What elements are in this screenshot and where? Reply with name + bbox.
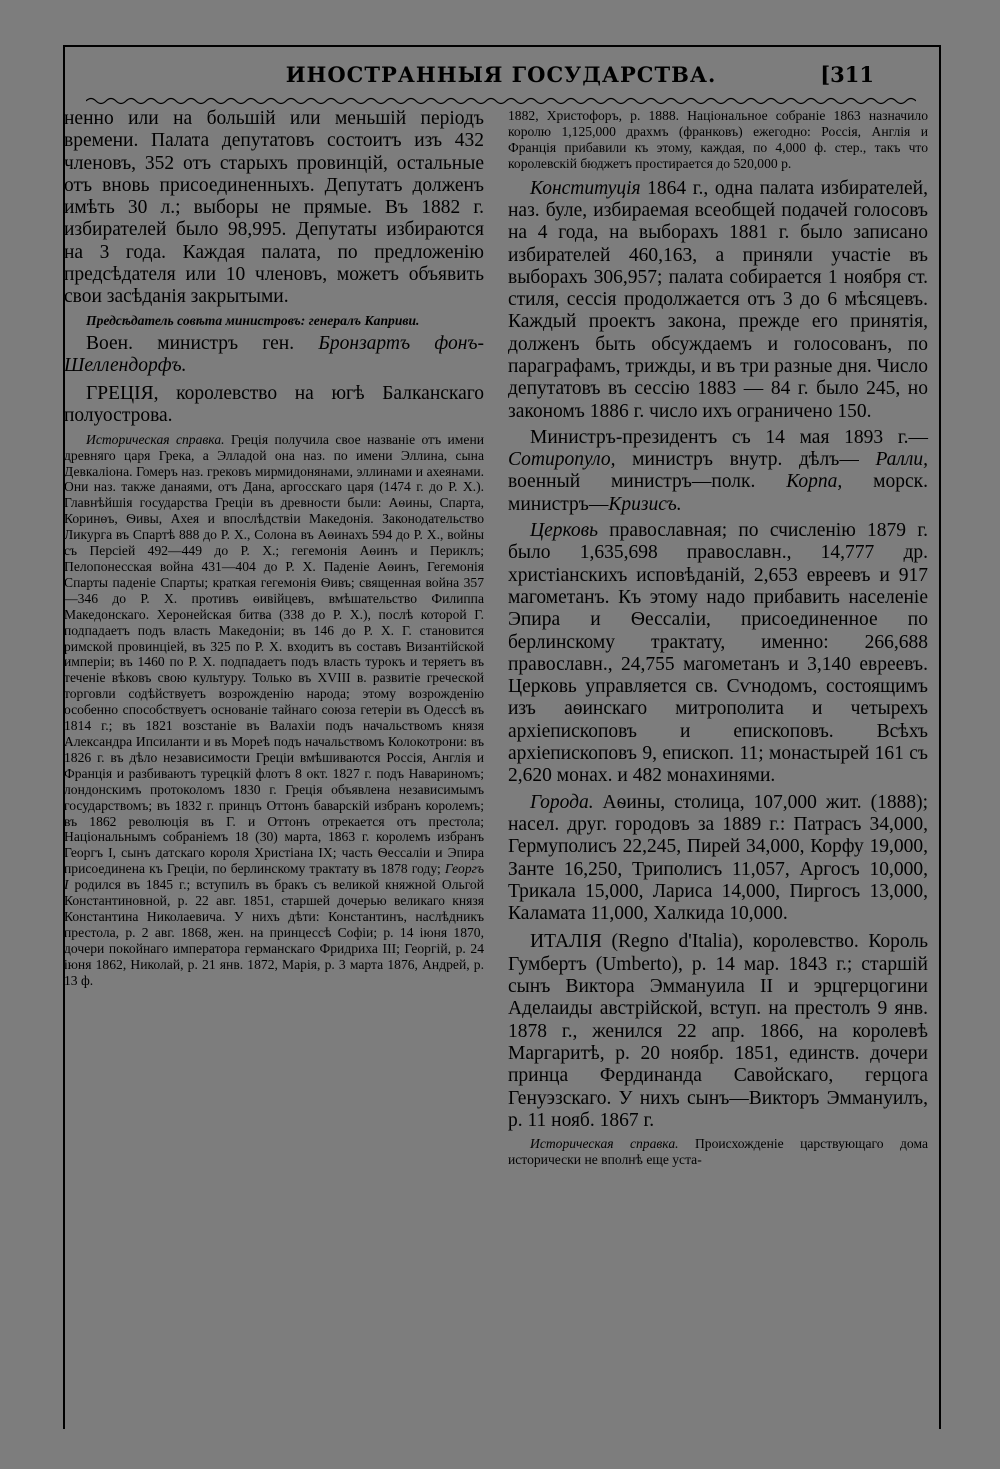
italy-history-paragraph	[508, 1136, 928, 1168]
greece-heading: ГРЕЦІЯ,	[86, 383, 159, 405]
greece-heading-paragraph	[64, 383, 484, 428]
greece-king-lead: Георгъ I	[64, 861, 484, 893]
war-minister-label: Воен. министръ ген.	[86, 332, 295, 354]
council-president-label: Предсѣдатель совѣта министровъ: генералъ Каприви.	[86, 312, 420, 328]
italy-history-lead: Историческая справка.	[530, 1136, 679, 1152]
running-header	[66, 62, 936, 92]
ministers-text-1: министръ внутр. дѣлъ—	[632, 449, 859, 471]
constitution-lead: Конституція	[530, 177, 641, 199]
greece-history-lead: Историческая справка.	[86, 431, 225, 447]
ministers-text-3: морск. министръ—	[508, 471, 928, 515]
cities-lead: Города.	[530, 791, 594, 813]
left-column	[64, 108, 484, 988]
italy-body: (Regno d'Italia), королевство. Король Гумбертъ (Umberto), р. 14 мар. 1843 г.; старшій сынъ Виктора Эммануила II и эрцгерцогини Аделаиды австрійской, вступ. на престолъ 9 янв. 1878 г., женился 22 апр. 1866, на королевѣ Маргаритѣ, р. 20 ноябр. 1851, единств. дочери принца Фердинанда Савойскаго, герцога Генуэзскаго. У нихъ сынъ—Викторъ Эммануилъ, р. 11 нояб. 1867 г.	[508, 931, 929, 1131]
church-lead: Церковь	[530, 520, 598, 542]
wavy-rule	[86, 96, 916, 106]
italy-paragraph	[508, 931, 928, 1132]
minister-name-2: Ралли,	[875, 449, 929, 471]
page-title: ИНОСТРАННЫЯ ГОСУДАРСТВА.	[285, 62, 717, 87]
minister-name-4: Кризисъ.	[608, 493, 682, 515]
italy-history-body: Происхожденіе царствующаго дома исторически не вполнѣ еще уста-	[508, 1136, 928, 1167]
war-minister-name: Бронзартъ фонъ-Шеллендорфъ.	[64, 332, 485, 376]
ministers-intro: Министръ-президентъ съ 14 мая 1893 г.—	[530, 426, 928, 448]
ministers-paragraph	[508, 427, 928, 516]
italy-heading: ИТАЛІЯ	[530, 931, 602, 953]
cities-body: Аѳины, столица, 107,000 жит. (1888); насел. друг. городовъ за 1889 г.: Патрасъ 34,000, Гермуполисъ 22,245, Пирей 34,000, Корфу 19,000, Занте 16,250, Триполисъ 11,057, Аргосъ 10,000, Трикала 15,000, Лариса 14,000, Пиргосъ 13,000, Каламата 11,000, Халкида 10,000.	[508, 791, 929, 925]
constitution-body: 1864 г., одна палата избирателей, наз. буле, избираемая всеобщей подачей голосовъ на 4 года, на выборахъ 1881 г. было записано избирателей 460,163, а приняли участіе въ выборахъ 306,957; палата собирается 1 ноября ст. стиля, сессія продолжается отъ 3 до 6 мѣсяцевъ. Каждый проектъ закона, прежде его принятія, долженъ быть обсуждаемъ и голосованъ, по параграфамъ, трижды, и въ три разные дня. Число депутатовъ въ сессію 1883 — 84 г. было 245, но закономъ 1886 г. число ихъ ограничено 150.	[508, 177, 928, 422]
greece-subheading: королевство на югѣ Балканскаго полуострова.	[64, 383, 485, 427]
greece-history-body: Греція получила свое названіе отъ имени древняго царя Грека, а Элладой она наз. по имени Эллина, сына Девкаліона. Гомеръ наз. грековъ мирмидонянами, эллинами и ахеянами. Они наз. также данаями, отъ Дана, аргосскаго царя (1474 г. до Р. Х.). Главнѣйшія государства Греціи въ древности были: Аѳины, Спарта, Коринѳъ, Ѳивы, Ахея и впослѣдствіи Македонія. Законодательство Ликурга въ Спартѣ 888 до Р. Х., Солона въ Аѳинахъ 594 до Р. Х., войны съ Персіей 492—449 до Р. Х.; гегемонія Аѳинъ и Периклъ; Пелопонесская война 431—404 до Р. Х. Паденіе Аѳинъ, Гегемонія Спарты паденіе Спарты; краткая гегемонія Ѳивъ; священная война 357—346 до Р. Х. противъ ѳивійцевъ, вмѣшательство Филиппа Македонскаго. Херонейская битва (338 до Р. Х.), послѣ которой Г. подпадаетъ подъ власть Македоніи; въ 146 до Р. Х. Г. становится римской провинціей, въ 325 по Р. Х. входитъ въ составъ Византійской имперіи; въ 1460 по Р. Х. подпадаетъ подъ власть турокъ и теряетъ въ теченіе вѣковъ свою культуру. Только въ XVIII в. развитіе греческой торговли содѣйствуетъ возрожденію народа; этому возрожденію особенно способствуетъ основаніе тайнаго союза гетеріи въ Одессѣ въ 1814 г.; въ 1821 возстаніе въ Валахіи подъ начальствомъ князя Александра Ипсиланти и въ Морeѣ подъ начальствомъ Колокотрони: въ 1826 г. въ дѣло независимости Греціи вмѣшиваются Россія, Англія и Франція и разбиваютъ турецкій флотъ 8 окт. 1827 г. подъ Навариномъ; лондонскимъ протоколомъ 1830 г. Греція объявлена независимымъ государствомъ; въ 1832 г. принцъ Оттонъ баварскій избранъ королемъ; въ 1862 революція въ Г. и Оттонъ отрекается отъ престола; Національнымъ собраніемъ 18 (30) марта, 1863 г. королемъ избранъ Георгъ I, сынъ датскаго короля Христіана IX; часть Ѳессаліи и Эпира присоединена къ Греціи, по берлинскому трактату въ 1878 году;	[64, 431, 484, 877]
ministers-text-2: военный министръ—полк.	[508, 471, 756, 493]
constitution-paragraph	[508, 178, 928, 423]
minister-name-3: Корпа,	[786, 471, 843, 493]
civil-list-paragraph: 1882, Христофоръ, р. 1888. Національное собраніе 1863 назначило королю 1,125,000 драхмъ (франковъ) ежегодно: Россія, Англія и Франція прибавили къ этому, каждая, по 4,000 ф. стер., такъ что королевскій бюджетъ простирается до 520,000 р.	[508, 108, 928, 171]
parliament-paragraph: ненно или на большій или меньшій періодъ времени. Палата депутатовъ состоитъ изъ 432 членовъ, 352 отъ старыхъ провинцій, остальные отъ вновь присоединенныхъ. Депутатъ долженъ имѣть 30 л.; выборы не прямые. Въ 1882 г. избирателей было 98,995. Депутаты избираются на 3 года. Каждая палата, по предложенію предсѣдателя или 10 членовъ, можетъ объявить свои засѣданія закрытыми.	[64, 108, 484, 308]
minister-name-1: Сотиропуло,	[508, 449, 616, 471]
page-number: [311	[820, 62, 874, 87]
church-paragraph	[508, 520, 928, 788]
greece-king-body: родился въ 1845 г.; вступилъ въ бракъ съ великой княжной Ольгой Константиновной, р. 22 авг. 1851, старшей дочерью великаго князя Константина Николаевича. У нихъ дѣти: Константинъ, наслѣдникъ престола, р. 2 авг. 1868, жен. на принцессѣ Софіи; р. 14 іюня 1870, дочери покойнаго императора германскаго Фридриха III; Георгій, р. 24 іюня 1862, Николай, р. 21 янв. 1872, Марія, р. 3 марта 1876, Андрей, р. 13 ф.	[64, 877, 484, 988]
right-column	[508, 108, 928, 1168]
church-body: православная; по счисленію 1879 г. было 1,635,698 православн., 14,777 др. христіанскихъ исповѣданій, 2,653 евреевъ и 917 магометанъ. Къ этому надо прибавить населеніе Эпира и Ѳессаліи, присоединенное по берлинскому трактату, именно: 266,688 православн., 24,755 магометанъ и 3,140 евреевъ. Церковь управляется св. Сѵнодомъ, состоящимъ изъ аѳинскаго митрополита и четырехъ архіепископовъ и епископовъ. Всѣхъ архіепископовъ 9, епископ. 11; монастырей 161 съ 2,620 монах. и 482 монахинями.	[508, 520, 928, 787]
war-minister-paragraph	[64, 333, 484, 378]
cities-paragraph	[508, 792, 928, 926]
council-president-paragraph	[64, 313, 484, 329]
greece-history-paragraph	[64, 432, 484, 989]
